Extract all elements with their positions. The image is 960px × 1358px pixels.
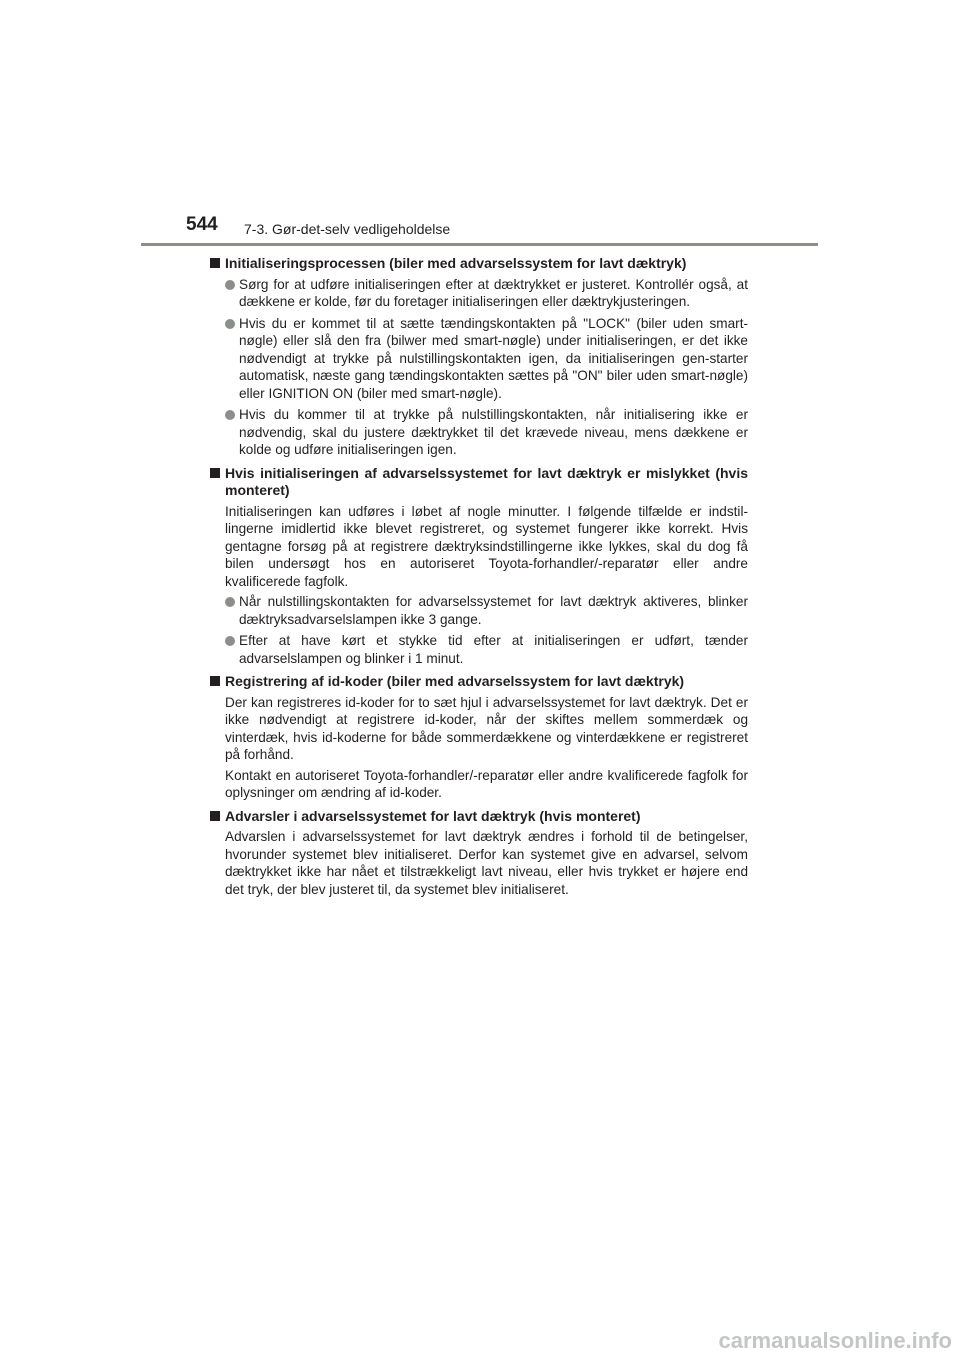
section-id-code-registration bbox=[210, 673, 748, 802]
section-title bbox=[210, 465, 748, 500]
section-warnings bbox=[210, 808, 748, 899]
square-bullet-icon bbox=[210, 811, 220, 821]
page-content bbox=[210, 255, 748, 904]
section-paragraph: Kontakt en autoriseret Toyota-forhandler/-reparatør eller andre kvalificerede fagfolk for oplysninger om ændring af id-koder. bbox=[225, 767, 748, 800]
square-bullet-icon bbox=[210, 468, 220, 478]
list-item bbox=[225, 632, 748, 667]
section-paragraph: Der kan registreres id-koder for to sæt hjul i advarselssystemet for lavt dæktryk. Det er ikke nødvendigt at registrere id-koder, når der skiftes mellem sommerdæk og vinterdæk, hvis id-koderne for både sommerdækkene og vinterdækkene er registreret på forhånd. bbox=[225, 694, 748, 762]
list-item-text: Efter at have kørt et stykke tid efter at initialiseringen er udført, tænder advarselslampen og blinker i 1 minut. bbox=[239, 633, 748, 666]
section-title-text: Advarsler i advarselssystemet for lavt dæktryk (hvis monteret) bbox=[225, 807, 641, 824]
section-title-text: Initialiseringsprocessen (biler med advarselssystem for lavt dæktryk) bbox=[225, 255, 687, 271]
section-title-text: Hvis initialiseringen af advarselssystemet for lavt dæktryk er mislykket (hvis monteret) bbox=[225, 464, 748, 498]
circle-bullet-icon bbox=[225, 597, 235, 607]
list-item-text: Sørg for at udføre initialiseringen efter at dæktrykket er justeret. Kontrollér også, at dækkene er kolde, før du foretager initialiseringen eller dæktrykjusteringen. bbox=[239, 276, 748, 309]
list-item bbox=[225, 593, 748, 628]
list-item bbox=[225, 406, 748, 459]
section-paragraph: Initialiseringen kan udføres i løbet af nogle minutter. I følgende tilfælde er indstil-lingerne imidlertid ikke blevet registreret, og systemet fungerer ikke korrekt. Hvis gentagne forsøg på at registrere dæktryksindstillingerne ikke lykkes, skal du dog få bilen undersøgt hos en autoriseret Toyota-forhandler/-reparatør eller andre kvalificerede fagfolk. bbox=[225, 503, 748, 589]
list-item bbox=[225, 315, 748, 403]
section-title bbox=[210, 808, 748, 826]
section-initialization-process bbox=[210, 255, 748, 459]
section-title bbox=[210, 673, 748, 691]
list-item-text: Hvis du kommer til at trykke på nulstillingskontakten, når initialisering ikke er nødvendig, skal du justere dæktrykket til det krævede niveau, mens dækkene er kolde og udføre initialiseringen igen. bbox=[239, 407, 748, 457]
circle-bullet-icon bbox=[225, 410, 235, 420]
list-item-text: Når nulstillingskontakten for advarselssystemet for lavt dæktryk aktiveres, blinker dæktryksadvarselslampen ikke 3 gange. bbox=[239, 594, 748, 627]
square-bullet-icon bbox=[210, 676, 220, 686]
list-item bbox=[225, 276, 748, 311]
section-title-text: Registrering af id-koder (biler med advarselssystem for lavt dæktryk) bbox=[225, 673, 685, 689]
circle-bullet-icon bbox=[225, 280, 235, 290]
chapter-title: 7-3. Gør-det-selv vedligeholdelse bbox=[244, 221, 451, 237]
section-paragraph: Advarslen i advarselssystemet for lavt dæktryk ændres i forhold til de betingelser, hvorunder systemet blev initialiseret. Derfor kan systemet give en advarsel, selvom dæktrykket ikke har nået et tilstrækkeligt lavt niveau, eller hvis trykket er højere end det tryk, der blev justeret til, da systemet blev initialiseret. bbox=[225, 829, 748, 897]
circle-bullet-icon bbox=[225, 636, 235, 646]
section-initialization-failed bbox=[210, 465, 748, 668]
section-title bbox=[210, 255, 748, 273]
page-number: 544 bbox=[186, 214, 218, 235]
header-rule bbox=[141, 243, 818, 246]
circle-bullet-icon bbox=[225, 319, 235, 329]
watermark: carmanualsonline.info bbox=[718, 1328, 952, 1353]
square-bullet-icon bbox=[210, 258, 220, 268]
list-item-text: Hvis du er kommet til at sætte tændingskontakten på "LOCK" (biler uden smart-nøgle) eller slå den fra (bilwer med smart-nøgle) under initialiseringen, er det ikke nødvendigt at trykke på nulstillingskontakten igen, da initialiseringen gen-starter automatisk, næste gang tændingskontakten sættes på "ON" biler uden smart-nøgle) eller IGNITION ON (biler med smart-nøgle). bbox=[239, 315, 748, 401]
